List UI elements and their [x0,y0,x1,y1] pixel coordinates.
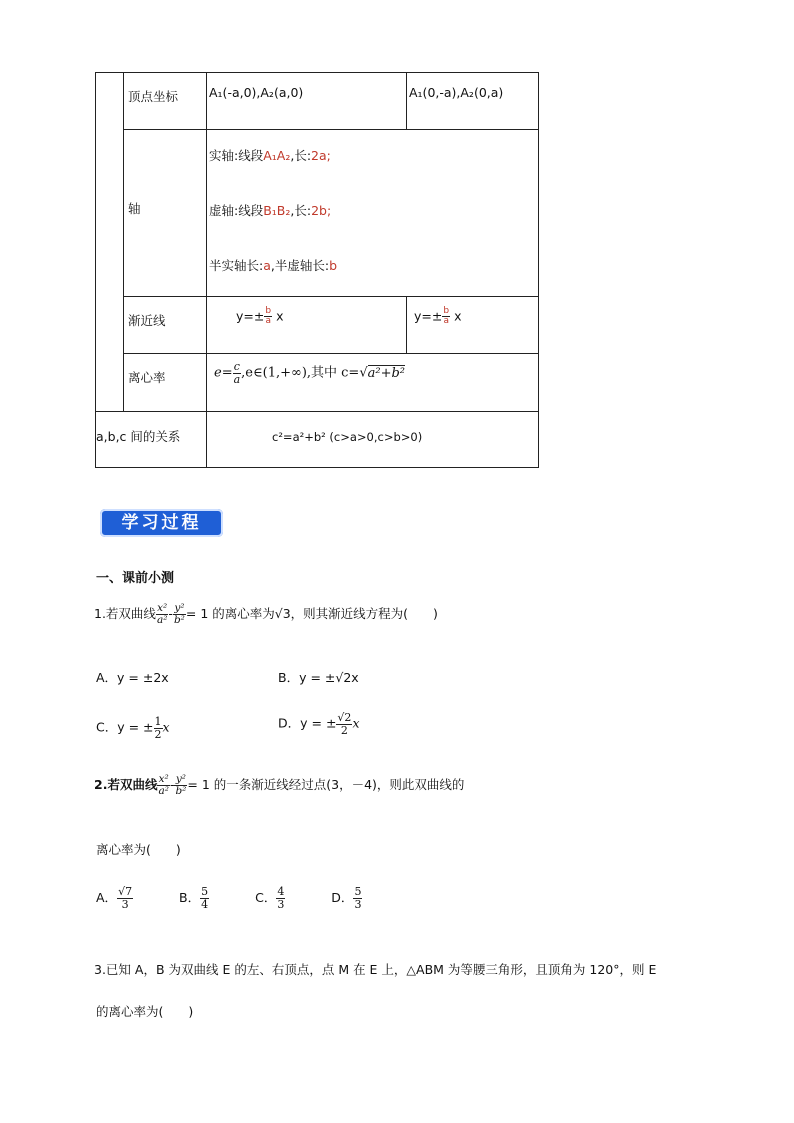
half-real-prefix: 半实轴长: [209,258,264,273]
q2-option-b: B． $\frac{5}{4}$ [179,885,209,911]
asym-left-formula: y=± $\frac{b}{a}$ x [236,306,284,327]
imag-axis-line [209,201,331,219]
real-axis-segment: A₁A₂ [263,148,291,163]
question-1: 1.若双曲线 $\frac{\text{x²}}{\text{a²}}$ - $\frac{\text{y²}}{\text{b²}}$ = 1 的离心率为√3，则其渐近线方程为( ) [94,602,438,627]
q2-option-d: D． $\frac{5}{3}$ [331,885,362,911]
row-axis-label: 轴 [128,201,141,216]
half-imag-prefix: ,半虚轴长: [270,258,330,273]
imag-axis-len-prefix: ,长: [290,203,312,218]
ecc-formula: e= $\frac{c}{a}$ ,e∈(1,+∞),其中 c=√a²+b² [214,360,406,386]
q1-option-c: C．y = ± $\frac{1}{2}$ x [96,715,170,741]
imag-axis-segment: B₁B₂ [263,203,291,218]
half-real-value: a [263,258,271,273]
row-rel-formula: c²=a²+b² (c>a>0,c>b>0) [272,430,423,444]
q1-option-b: B．y = ±√2x [278,670,359,685]
question-3-line2: 的离心率为( ) [96,1004,194,1019]
half-imag-value: b [329,258,338,273]
row-asym-label: 渐近线 [128,313,166,328]
question-2: 2.若双曲线 $\frac{\text{x²}}{\text{a²}}$ - $\frac{\text{y²}}{\text{b²}}$ = 1 的一条渐近线经过点(3，－4)，则此双曲线的 [94,773,465,798]
real-axis-len-prefix: ,长: [290,148,312,163]
q1-option-a: A．y = ±2x [96,670,169,685]
row-vertex-right: A₁(0,-a),A₂(0,a) [409,85,504,100]
row-vertex-label: 顶点坐标 [128,89,179,104]
asym-right-formula: y=± $\frac{b}{a}$ x [414,306,462,327]
question-2-line2: 离心率为( ) [96,842,181,857]
real-axis-length: 2a; [311,148,331,163]
imag-axis-prefix: 虚轴:线段 [209,203,264,218]
q2-option-a: A． $\frac{√7}{3}$ [96,885,133,911]
real-axis-prefix: 实轴:线段 [209,148,264,163]
question-3-line1: 3.已知 A，B 为双曲线 E 的左、右顶点，点 M 在 E 上，△ABM 为等腰三角形，且顶角为 120°，则 E [94,962,657,977]
q2-option-c: C． $\frac{4}{3}$ [255,885,285,911]
row-vertex-left-cell [206,72,407,130]
row-vertex-left: A₁(-a,0),A₂(a,0) [209,85,304,100]
row-vertex-right-cell [406,72,539,130]
q1-option-d: D．y = ± $\frac{√2}{2}$ x [278,711,360,737]
imag-axis-length: 2b; [311,203,332,218]
real-axis-line [209,146,331,164]
study-process-badge: 学习过程 [100,509,223,537]
row-rel-label: a,b,c 间的关系 [96,429,181,444]
section-title: 一、课前小测 [96,571,175,586]
q2-options [96,886,362,910]
table-side-column [95,72,124,412]
row-ecc-label: 离心率 [128,370,166,385]
half-axis-line [209,256,337,274]
